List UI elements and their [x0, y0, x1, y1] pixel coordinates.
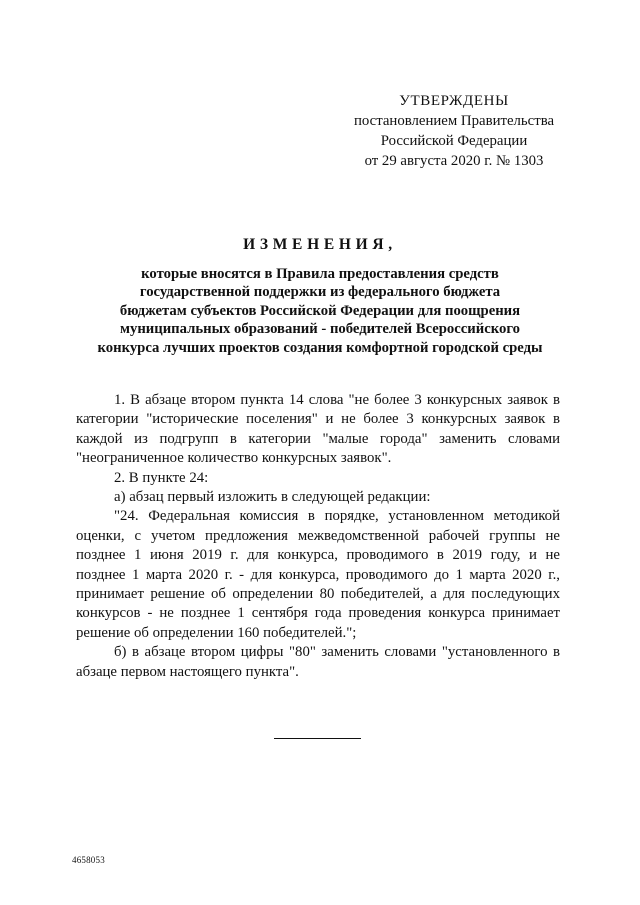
body-line: принимает решение об определении 80 победителей, а для последующих	[76, 586, 560, 603]
paragraph-item-2a: а) абзац первый изложить в следующей редакции:	[114, 489, 431, 506]
paragraph-item-2-heading: 2. В пункте 24:	[114, 469, 209, 486]
subtitle-line: государственной поддержки из федерального бюджета	[139, 284, 501, 301]
approval-line: Российской Федерации	[380, 133, 528, 149]
document-subtitle	[80, 265, 560, 357]
approval-block	[336, 91, 572, 171]
body-line: конкурсов - не позднее 1 сентября года проведения конкурса принимает	[76, 605, 560, 622]
subtitle-line: муниципальных образований - победителей Всероссийского	[119, 321, 521, 338]
body-line: позднее 1 июня 2019 г. для конкурса, проводимого в 2019 году, и не	[76, 547, 560, 564]
subtitle-line: конкурса лучших проектов создания комфортной городской среды	[97, 339, 543, 356]
subtitle-line: бюджетам субъектов Российской Федерации для поощрения	[119, 302, 521, 319]
body-line: "неограниченное количество конкурсных заявок".	[76, 450, 392, 467]
document-number: 4658053	[72, 855, 105, 865]
body-line: категории "исторические поселения" и не более 3 конкурсных заявок в	[76, 411, 560, 428]
document-body	[76, 391, 560, 682]
end-divider	[274, 738, 361, 739]
body-line: б) в абзаце втором цифры "80" заменить словами "установленного в	[114, 644, 560, 661]
body-line: оценки, с учетом предложения межведомственной рабочей группы не	[76, 527, 560, 544]
body-line: "24. Федеральная комиссия в порядке, установленном методикой	[114, 508, 560, 525]
body-line: 1. В абзаце втором пункта 14 слова "не более 3 конкурсных заявок в	[114, 392, 560, 408]
paragraph-item-2b	[76, 643, 560, 682]
body-line: решение об определении 160 победителей.";	[76, 624, 357, 641]
body-line: каждой из подгрупп в категории "малые города" заменить словами	[76, 430, 560, 447]
document-title: ИЗМЕНЕНИЯ,	[243, 236, 397, 253]
approval-title: УТВЕРЖДЕНЫ	[399, 93, 509, 109]
paragraph-item-2a-quote	[76, 507, 560, 643]
body-line: позднее 1 марта 2020 г. - для конкурса, проводимого до 1 марта 2020 г.,	[76, 566, 560, 583]
body-line: абзаце первом настоящего пункта".	[76, 663, 299, 680]
subtitle-line: которые вносятся в Правила предоставления средств	[141, 266, 499, 282]
approval-line: от 29 августа 2020 г. № 1303	[364, 153, 544, 169]
paragraph-item-1	[76, 391, 560, 469]
approval-line: постановлением Правительства	[353, 113, 555, 129]
